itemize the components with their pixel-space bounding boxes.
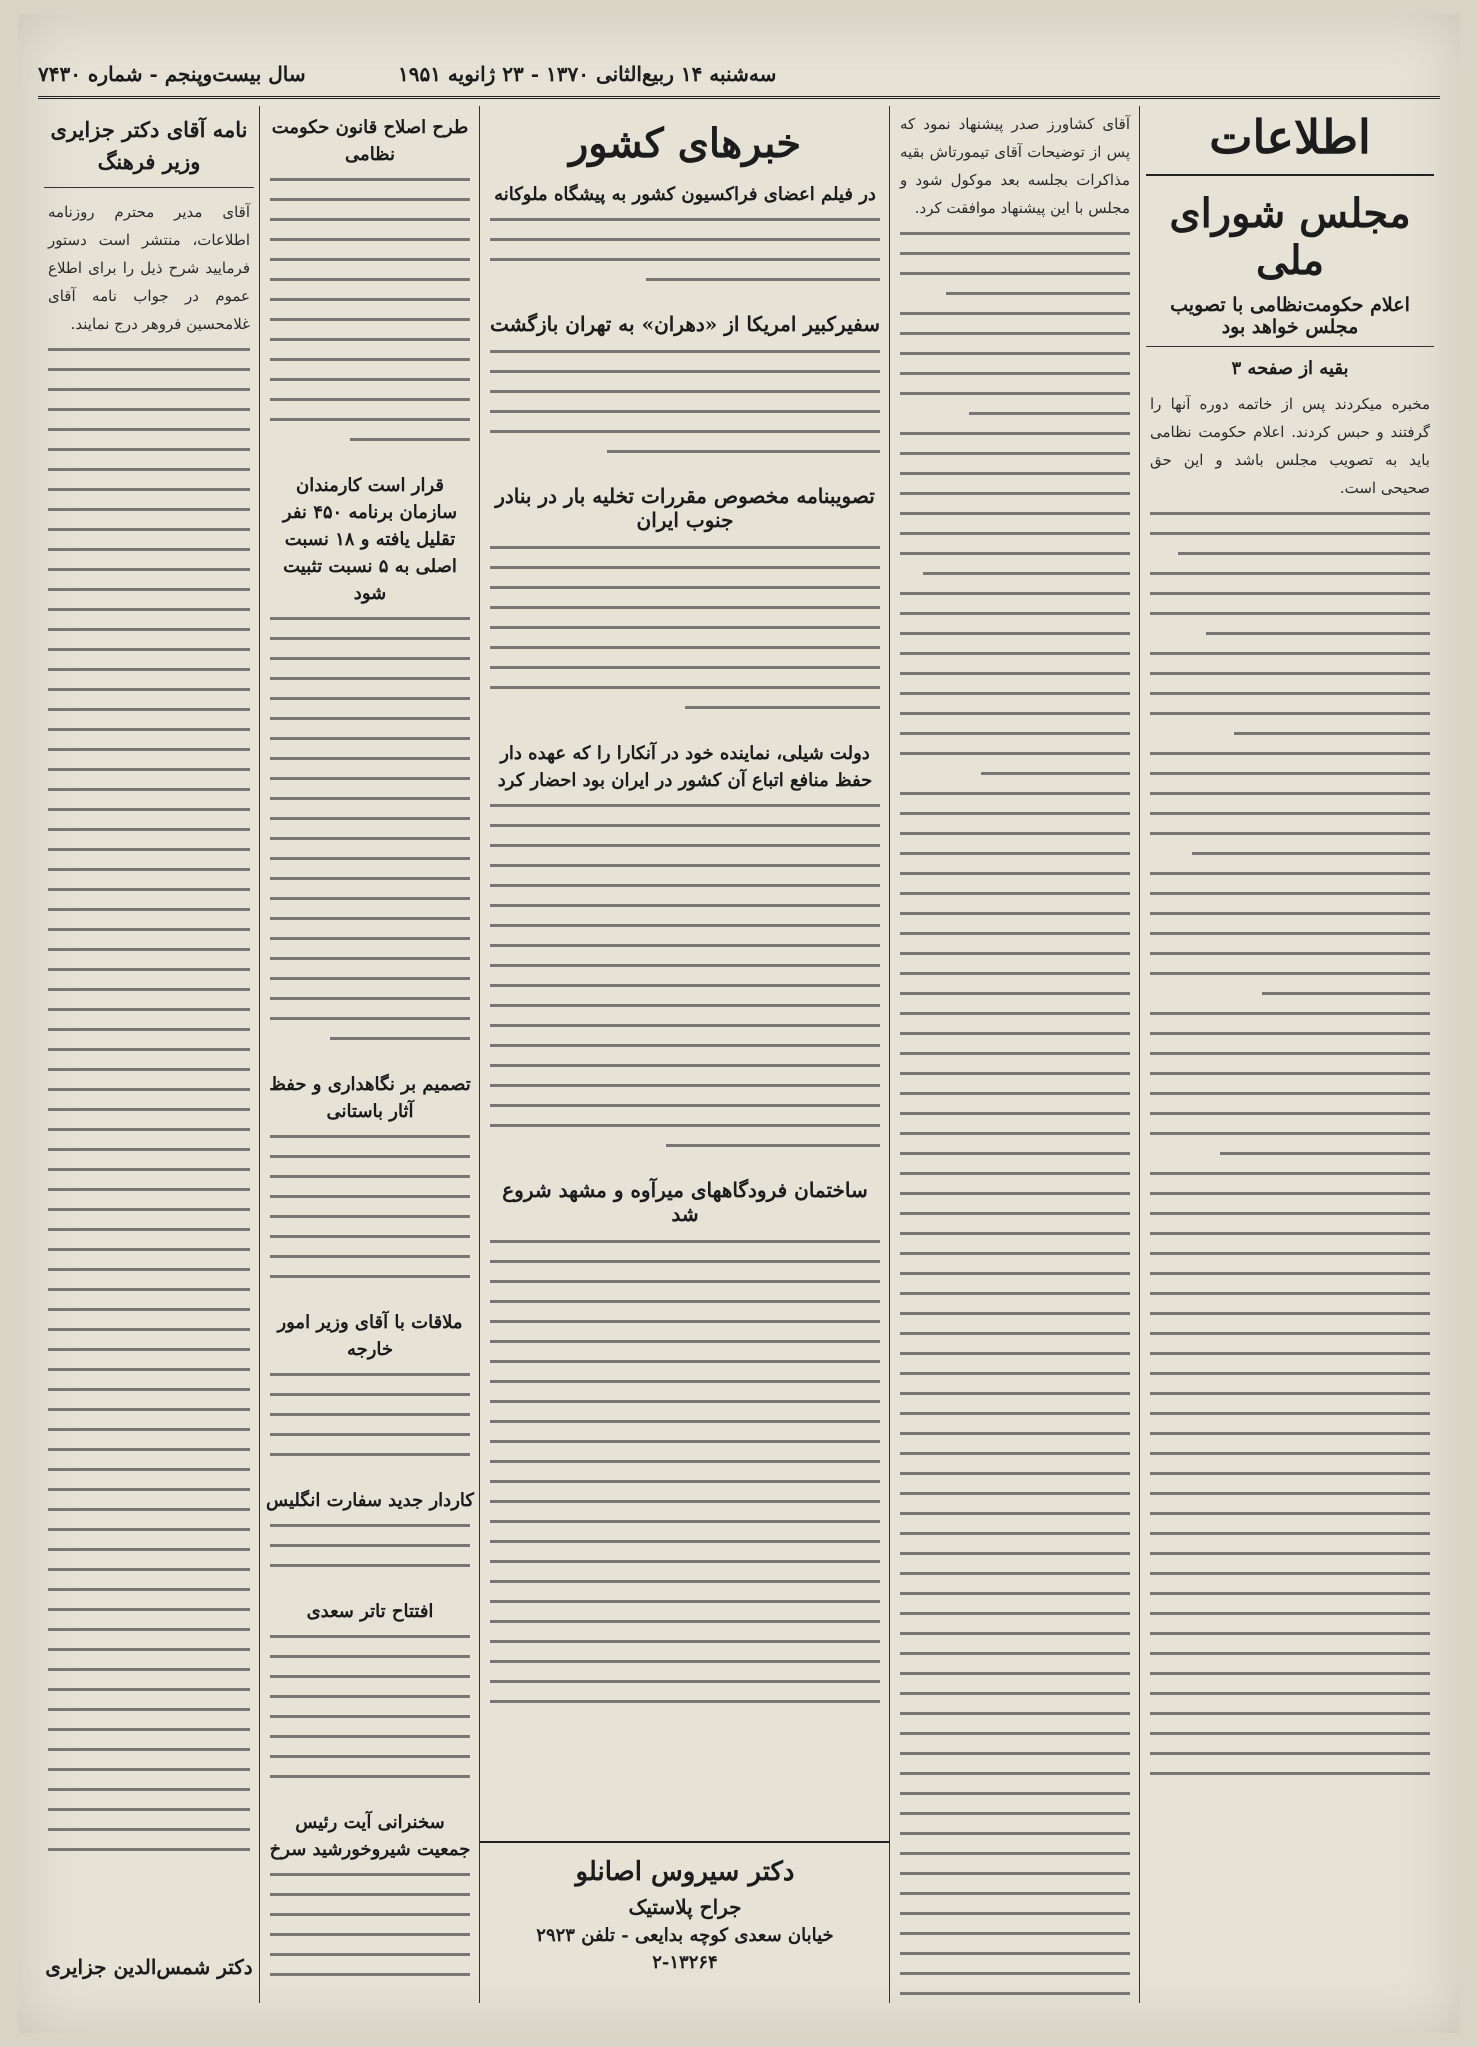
country-news-lines-4: [480, 798, 890, 1170]
airports-head: ساختمان فرودگاههای میرآوه و مشهد شروع شد: [502, 1178, 868, 1226]
parliament-continued-lines: [890, 226, 1140, 2003]
martial-law-lines-6: [260, 1629, 480, 1801]
advertisement-box: [480, 1841, 890, 2003]
country-news-lead-head: در فیلم اعضای فراکسیون کشور به پیشگاه ملوکانه: [494, 184, 876, 205]
martial-law-lines-3: [260, 1129, 480, 1301]
martial-law-lines-4: [260, 1367, 480, 1479]
martial-law-title: طرح اصلاح قانون حکومت نظامی: [271, 117, 469, 165]
martial-law-lines-7: [260, 1867, 480, 1999]
minister-letter-paragraph: آقای مدیر محترم روزنامه اطلاعات، منتشر است دستور فرمایید شرح ذیل را برای اطلاع عموم در جواب نامه آقای غلامحسین فروهر درج نمایند.: [48, 203, 250, 333]
plan-org-head: قرار است کارمندان سازمان برنامه ۴۵۰ نفر تقلیل یافته و ۱۸ نسبت اصلی به ۵ نسبت تثبیت شود: [282, 475, 458, 604]
column-parliament: [1139, 106, 1440, 2003]
minister-letter-title: نامه آقای دکتر جزایری وزیر فرهنگ: [50, 117, 248, 174]
country-news-lines-1: [480, 212, 890, 304]
ad-ref: ۲-۱۳۲۶۴: [652, 1952, 718, 1973]
parliament-subtitle: اعلام حکومت‌نظامی با تصویب مجلس خواهد بود: [1146, 290, 1434, 347]
ports-head: تصویبنامه مخصوص مقررات تخلیه بار در بنادر جنوب ایران: [495, 484, 875, 532]
minister-letter-lines: [38, 342, 260, 1874]
parliament-paragraph: مخبره میکردند پس از خاتمه دوره آنها را گرفتند و حبس کردند. اعلام حکومت نظامی باید به تصویب مجلس باشد و این حق صحیحی است.: [1150, 395, 1430, 497]
date-line: سه‌شنبه ۱۴ ربیع‌الثانی ۱۳۷۰ - ۲۳ ژانویه ۱۹۵۱: [398, 62, 777, 86]
column-country-news: [479, 106, 890, 2003]
saadi-theater-head: افتتاح تاتر سعدی: [306, 1601, 434, 1622]
martial-law-lines-1: [260, 172, 480, 464]
newspaper-page: [18, 14, 1460, 2033]
column-parliament-continued: [889, 106, 1140, 2003]
monuments-head: تصمیم بر نگاهداری و حفظ آثار باستانی: [269, 1074, 471, 1122]
column-minister-letter: [38, 106, 260, 2003]
martial-law-lines-2: [260, 611, 480, 1063]
masthead: اطلاعات: [1146, 106, 1434, 176]
continued-note: بقیه از صفحه ۳: [1231, 358, 1349, 379]
martial-law-lines-5: [260, 1518, 480, 1590]
columns: [38, 106, 1440, 2003]
ad-specialty: جراح پلاستیک: [628, 1895, 742, 1919]
column-martial-law: [259, 106, 480, 2003]
parliament-title: مجلس شورای ملی: [1169, 190, 1411, 284]
parliament-continued-paragraph: آقای کشاورز صدر پیشنهاد نمود که پس از توضیحات آقای تیمورتاش بقیه مذاکرات بجلسه بعد موکول شود و مجلس با این پیشنهاد موافقت کرد.: [900, 115, 1130, 217]
parliament-body-lines: [1140, 506, 1440, 1798]
ad-doctor-name: دکتر سیروس اصانلو: [575, 1857, 795, 1887]
country-news-lines-3: [480, 540, 890, 732]
country-news-lines-5: [480, 1234, 890, 1726]
issue-line: سال بیست‌وپنجم - شماره ۷۴۳۰: [38, 62, 306, 86]
foreign-minister-head: ملاقات با آقای وزیر امور خارجه: [277, 1312, 463, 1360]
minister-signature: دکتر شمس‌الدین جزایری: [45, 1955, 253, 1979]
ambassador-head: سفیرکبیر امریکا از «دهران» به تهران بازگشت: [490, 312, 880, 336]
chile-head: دولت شیلی، نماینده خود در آنکارا را که عهده دار حفظ منافع اتباع آن کشور در ایران بود احضار کرد: [497, 743, 873, 791]
ad-address: خیابان سعدی کوچه بدایعی - تلفن ۲۹۲۳: [536, 1925, 834, 1946]
red-lion-head: سخنرانی آیت رئیس جمعیت شیروخورشید سرخ: [269, 1812, 471, 1860]
country-news-lines-2: [480, 344, 890, 476]
british-charge-head: کاردار جدید سفارت انگلیس: [266, 1490, 474, 1511]
country-news-title: خبرهای کشور: [568, 120, 802, 167]
page-header: [38, 54, 1440, 99]
